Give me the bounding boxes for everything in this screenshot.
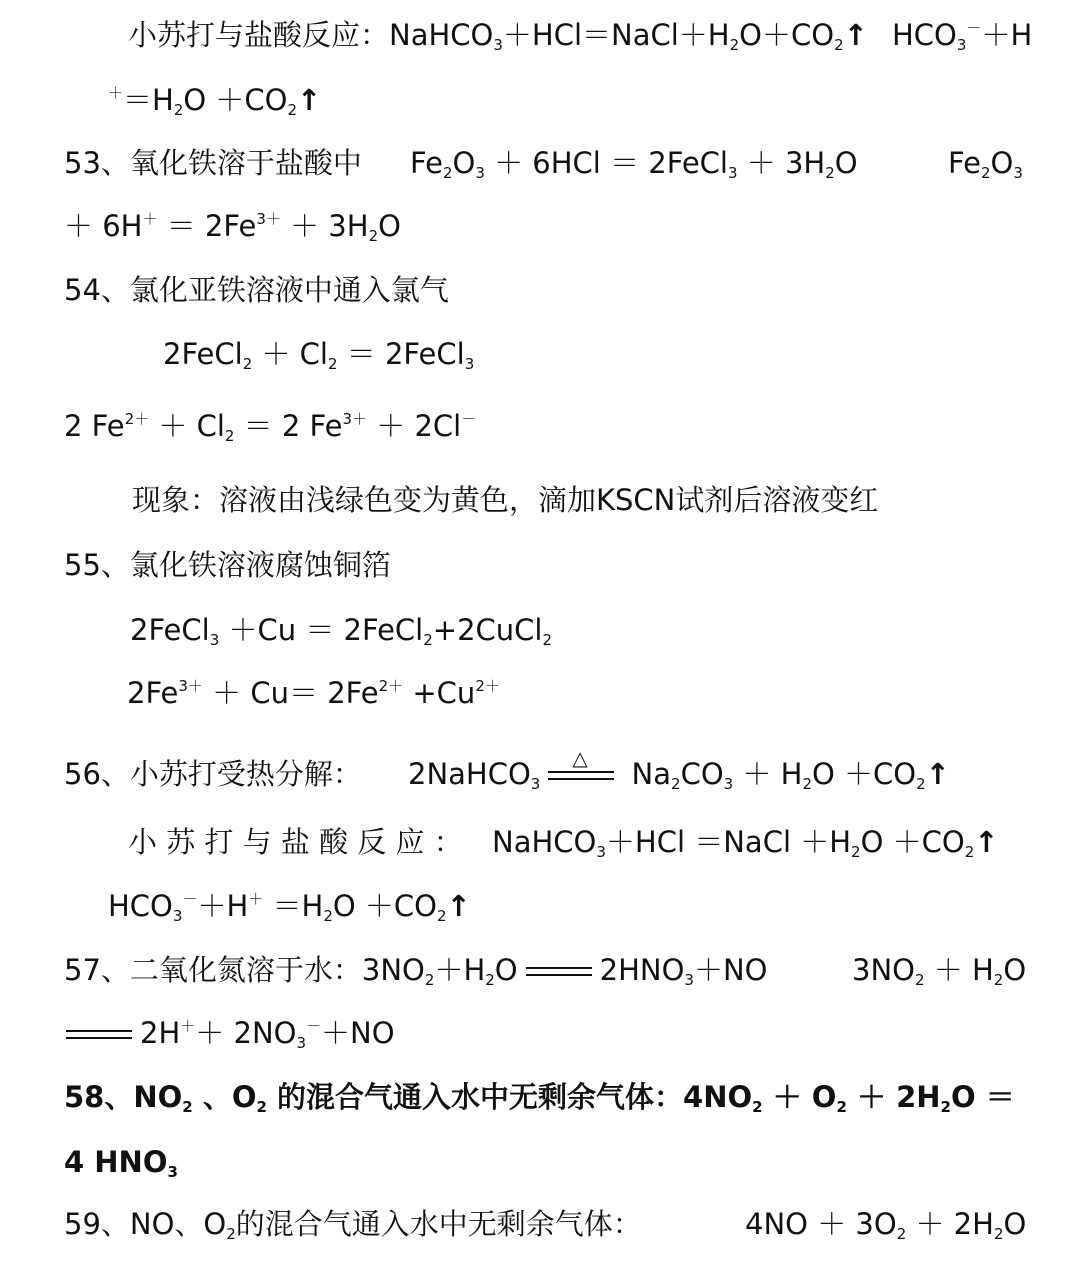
chemical-equation: 4 $HNO_3$ (64, 1145, 178, 1181)
ionic-equation: $Fe_2O_3$ (948, 146, 1023, 182)
item-59-title: 59、NO、$O_2$的混合气通入水中无剩余气体： (64, 1207, 642, 1243)
chemical-equation: $4NO + 3O_2 + 2H_2O$ (745, 1207, 1027, 1243)
reaction-text: 小苏打与盐酸反应：$NaHCO_3+HCl=NaCl+H_2O+CO_2↑$ (128, 18, 868, 54)
chemical-equation: 2FeCl$_2$ ＋ $Cl_2$ ＝ 2FeCl$_3$ (163, 337, 475, 373)
heat-triangle-icon: △ (572, 746, 588, 770)
equals-sign (526, 950, 592, 990)
ionic-equation: $HCO_3^-+H^+ =H_2O$ $+CO_2↑$ (108, 889, 471, 925)
heating-equals-sign (548, 746, 614, 794)
equals-sign (66, 1013, 132, 1053)
item-57-title: 57、二氧化氮溶于水：$3NO_2+H_2O$ $2HNO_3+NO$ (64, 950, 767, 990)
chemical-equation: $Fe_2O_3 + 6HCl$ ＝ 2FeCl$_3$ ＋ $3H_2O$ (410, 146, 858, 182)
ionic-equation: $2Fe^{3+} + Cu= 2Fe^{2+} +Cu^{2+}$ (127, 676, 500, 710)
ionic-equation: $^+=H_2O$ $+CO_2↑$ (108, 83, 322, 119)
chemical-equation: 2FeCl$_3$ ＋Cu ＝ 2FeCl$_2$+2CuCl$_2$ (130, 613, 553, 649)
item-53-title: 53、氧化铁溶于盐酸中 (64, 146, 362, 180)
item-55-title: 55、氯化铁溶液腐蚀铜箔 (64, 548, 391, 582)
chemical-equation: 2NaHCO$_3$ △ $Na_2CO_3 + H_2O$ $+CO_2↑$ (408, 746, 950, 793)
item-58-title: 58、$NO_2$ 、$O_2$ 的混合气通入水中无剩余气体：$4NO_2 + O_2 + 2H_2O$ ＝ (64, 1080, 1015, 1116)
chemical-equation: NaHCO$_3$＋HCl ＝NaCl $+H_2O$ $+CO_2↑$ (492, 825, 999, 861)
phenomenon-text: 现象：溶液由浅绿色变为黄色，滴加KSCN试剂后溶液变红 (132, 483, 879, 517)
ionic-equation: $2H^++ 2NO_3^-+NO$ (58, 1013, 395, 1053)
reaction-title: 小 苏 打 与 盐 酸 反 应 ： (128, 825, 463, 859)
ionic-equation: $HCO_3^-+H$ (892, 18, 1033, 54)
ionic-equation: 2 $Fe^{2+} + Cl_2 = 2$ $Fe^{3+} + 2Cl^-$ (64, 409, 477, 445)
item-56-title: 56、小苏打受热分解： (64, 757, 362, 791)
item-54-title: 54、氯化亚铁溶液中通入氯气 (64, 273, 449, 307)
ionic-equation: ＋ $6H^+ = 2Fe^{3+} + 3H_2O$ (64, 209, 401, 245)
ionic-equation: $3NO_2 + H_2O$ (852, 953, 1027, 989)
